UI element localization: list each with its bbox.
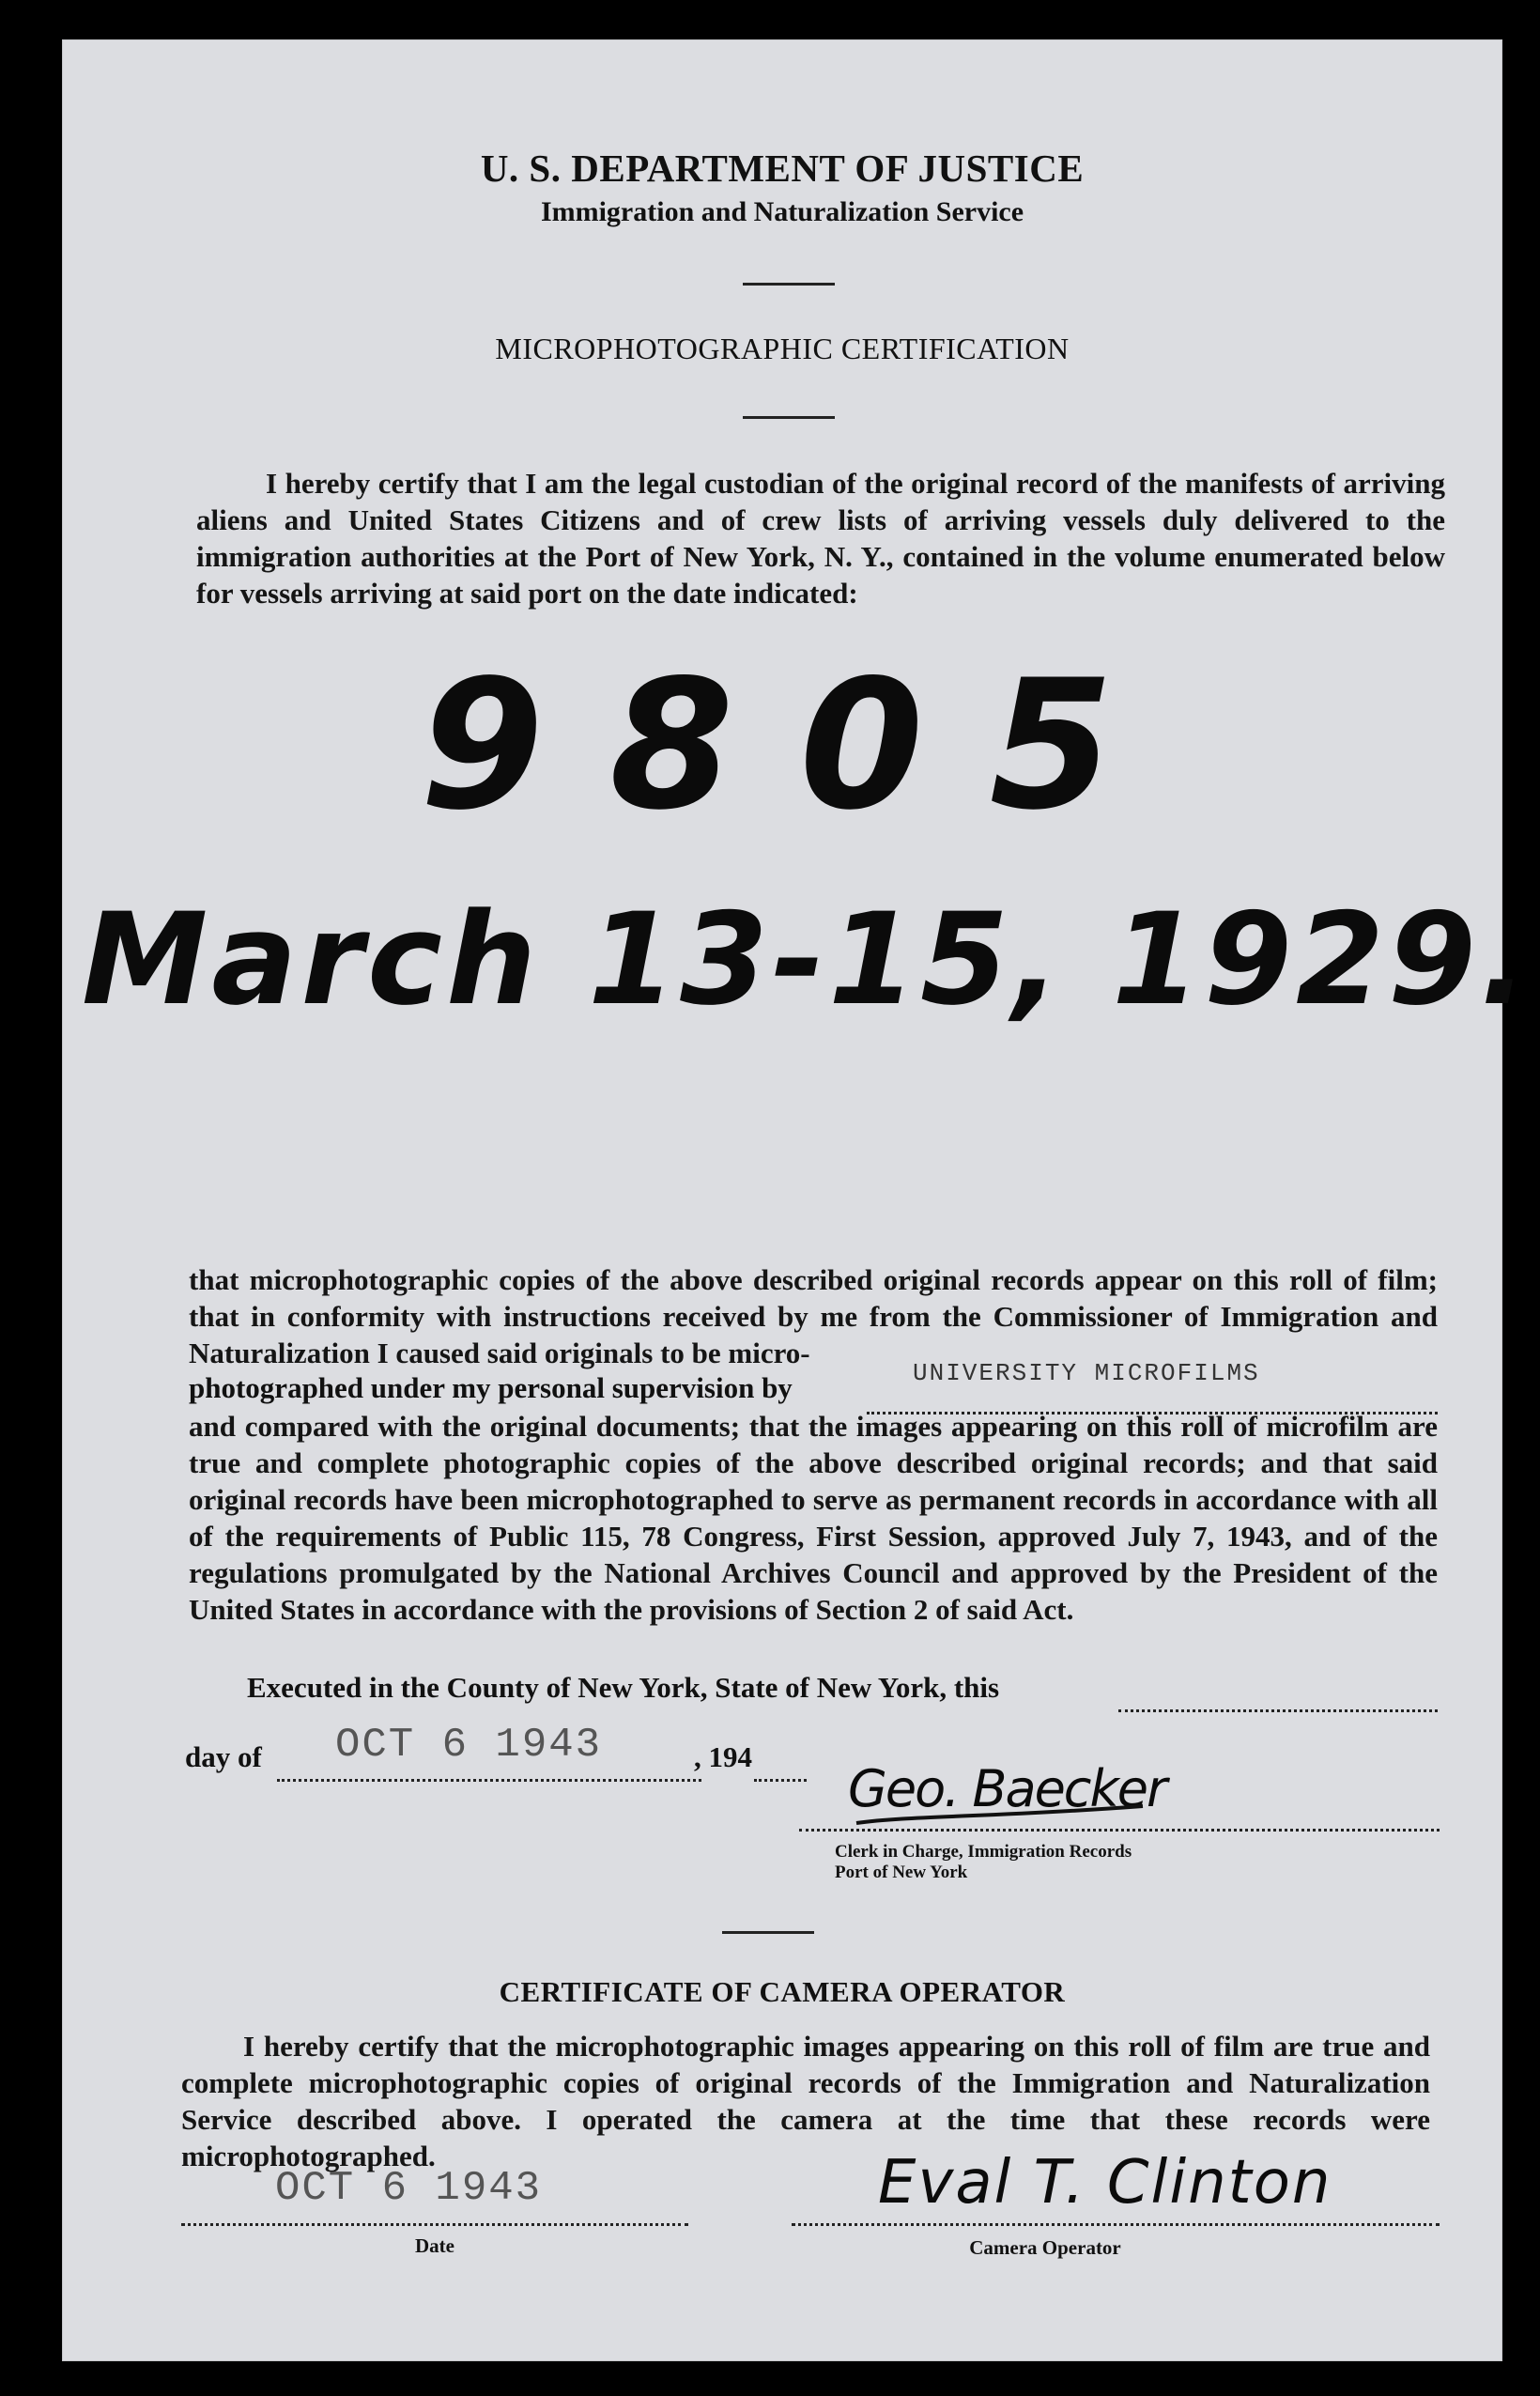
- supervision-line: photographed under my personal supervision by: [189, 1371, 793, 1404]
- handwritten-date-range: March 13-15, 1929.: [82, 886, 1532, 1033]
- service-subheading: Immigration and Naturalization Service: [540, 196, 1024, 227]
- camera-date-stamp: OCT 6 1943: [275, 2165, 543, 2212]
- camera-operator-signature: Eval T. Clinton: [878, 2148, 1332, 2218]
- dotted-fill-line: [181, 2223, 688, 2226]
- executed-date-stamp: OCT 6 1943: [335, 1722, 603, 1769]
- certification-title: MICROPHOTOGRAPHIC CERTIFICATION: [495, 332, 1070, 365]
- dotted-fill-line: [799, 1829, 1440, 1832]
- executed-line: Executed in the County of New York, State of New York, this: [247, 1671, 1000, 1704]
- microphotography-statement-start: that microphotographic copies of the above described original records appear on this roll of film; that in conformity with instructions received by me from the Commissioner of Immigration and Naturalization I caused said originals to be micro-: [189, 1263, 1438, 1369]
- dotted-fill-line: [754, 1779, 807, 1782]
- day-of-label: day of: [185, 1740, 262, 1773]
- camera-certificate-title: CERTIFICATE OF CAMERA OPERATOR: [499, 1975, 1066, 2008]
- custodian-statement: I hereby certify that I am the legal custodian of the original record of the manifests of arriving aliens and United States Citizens and of crew lists of arriving vessels duly delivered to the immigration authorities at the Port of New York, N. Y., contained in the volume enumerated below for vessels arriving at said port on the date indicated:: [196, 467, 1445, 610]
- certificate-page: U. S. DEPARTMENT OF JUSTICE Immigration and Naturalization Service MICROPHOTOGRAPHIC CERTIFICATION I hereby certify that I am the legal custodian of the original record of the manifests of arriving aliens and United States Citizens and of crew lists of arriving vessels duly delivered to the immigration authorities at the Port of New York, N. Y., contained in the volume enumerated below for vessels arriving at said port on the date indicated: 9805 March 13-15, 1929. that microphotographic copies of the above described original records appear on this roll of film; that in conformity with instructions received by me from the Commissioner of Immigration and Naturalization I caused said originals to be micro- photographed under my personal supervision by UNIVERSITY MICROFILMS and compared with the original documents; that the images appearing on this roll of microfilm are true and complete photographic copies of the above described original records; and that said original records have been microphotographed to serve as permanent records in accordance with all of the requirements of Public 115, 78 Congress, First Session, approved July 7, 1943, and of the regulations promulgated by the National Archives Council and approved by the President of the United States in accordance with the provisions of Section 2 of said Act. Executed in the County of New York, State of New York, this day of OCT 6 1943 , 194 Geo. Baecker Clerk in Charge, Immigration Records Port of New York CERTIFICATE OF CAMERA OPERATOR I hereby certify that the microphotographic images appearing on this roll of film are true and complete microphotographic copies of original records of the Immigration and Naturalization Service described above. I operated the camera at the time that these records were microphotographed. OCT 6 1943 Date Eval T. Clinton Camera Operator: [62, 39, 1502, 2361]
- clerk-signature: Geo. Baecker: [848, 1759, 1166, 1818]
- microphotography-statement-end: and compared with the original documents; that the images appearing on this roll of microfilm are true and complete photographic copies of the above described original records; and that said original records have been microphotographed to serve as permanent records in accordance with all of the requirements of Public 115, 78 Congress, First Session, approved July 7, 1943, and of the regulations promulgated by the National Archives Council and approved by the President of the United States in accordance with the provisions of Section 2 of said Act.: [189, 1410, 1438, 1626]
- clerk-title-line1: Clerk in Charge, Immigration Records: [835, 1842, 1132, 1862]
- department-heading: U. S. DEPARTMENT OF JUSTICE: [480, 147, 1085, 190]
- camera-operator-label: Camera Operator: [969, 2236, 1121, 2259]
- camera-certificate-text: I hereby certify that the microphotographic images appearing on this roll of film are true and complete microphotographic copies of original records of the Immigration and Naturalization Service described above. I operated the camera at the time that these records were microphotographed.: [181, 2030, 1430, 2172]
- microfilm-company-typed: UNIVERSITY MICROFILMS: [913, 1359, 1260, 1387]
- year-prefix: 194: [708, 1740, 752, 1773]
- dotted-fill-line: [792, 2223, 1440, 2226]
- divider-rule: [743, 283, 835, 286]
- dotted-fill-line: [1118, 1709, 1438, 1712]
- handwritten-volume-number: 9805: [420, 642, 1179, 849]
- date-label: Date: [415, 2234, 454, 2257]
- divider-rule: [722, 1931, 814, 1934]
- divider-rule: [743, 416, 835, 419]
- dotted-fill-line: [277, 1779, 701, 1782]
- clerk-title-line2: Port of New York: [835, 1863, 968, 1882]
